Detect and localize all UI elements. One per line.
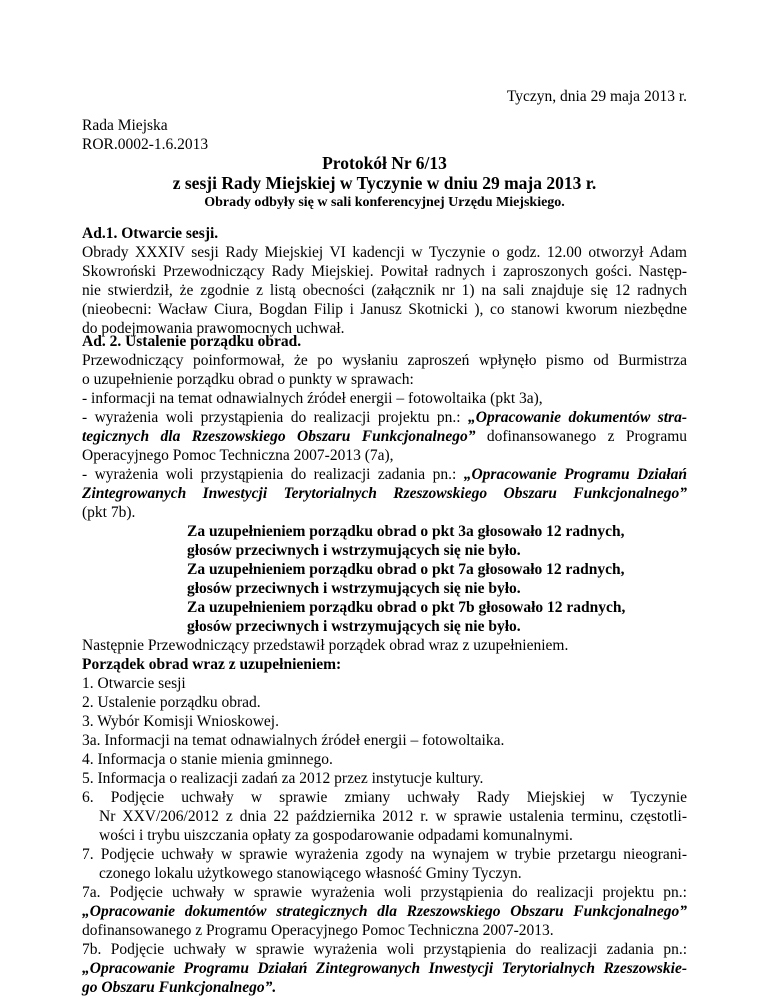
vote-line: Za uzupełnieniem porządku obrad o pkt 3a głosowało 12 radnych, [187,523,625,540]
list-item-continued [82,427,687,446]
paragraph-line: Przewodniczący poinformował, że po wysłaniu zaproszeń wpłynęło pismo od Burmistrza [82,352,687,369]
agenda-heading: Porządek obrad wraz z uzupełnieniem: [82,656,342,673]
document-subtitle: Obrady odbyły się w sali konferencyjnej Urzędu Miejskiego. [204,195,565,210]
vote-line: głosów przeciwnych i wstrzymujących się nie było. [187,618,521,635]
vote-results [82,522,687,636]
list-item [82,465,687,484]
document-title [82,153,687,193]
agenda-item-continued: go Obszaru Funkcjonalnego”. [82,979,277,996]
item-text: - wyrażenia woli przystąpienia do realizacji projektu pn.: [82,409,469,426]
project-name: „Opracowanie Programu Działań [463,466,688,483]
section-ad1 [82,224,687,338]
list-item-continued: (pkt 7b). [82,504,136,521]
agenda-list [82,674,687,997]
title-line-1: Protokół Nr 6/13 [322,153,447,173]
paragraph-line: do podejmowania prawomocnych uchwał. [82,320,345,337]
list-item: - informacji na temat odnawialnych źródeł energii – fotowoltaika (pkt 3a), [82,390,543,407]
agenda-item-continued: „Opracowanie dokumentów strategicznych dla Rzeszowskiego Obszaru Funkcjonalnego” [82,903,687,920]
paragraph-line: (nieobecni: Wacław Ciura, Bogdan Filip i Janusz Skotnicki ), co stanowi kworum niezbędne [82,301,687,318]
organization-name: Rada Miejska [82,117,168,134]
vote-line: Za uzupełnieniem porządku obrad o pkt 7a głosowało 12 radnych, [187,561,625,578]
agenda-item: 6. Podjęcie uchwały w sprawie zmiany uchwały Rady Miejskiej w Tyczynie [82,789,687,806]
document-date: Tyczyn, dnia 29 maja 2013 r. [506,88,687,105]
vote-line: głosów przeciwnych i wstrzymujących się nie było. [187,580,521,597]
reference-number: ROR.0002-1.6.2013 [82,136,209,153]
agenda-item: 3a. Informacji na temat odnawialnych źródeł energii – fotowoltaika. [82,732,505,749]
agenda-item: 2. Ustalenie porządku obrad. [82,694,261,711]
section-ad2 [82,332,687,997]
agenda-item-continued: dofinansowanego z Programu Operacyjnego Pomoc Techniczna 2007-2013. [82,922,554,939]
paragraph-line: Skowroński Przewodniczący Rady Miejskiej. Powitał radnych i zaproszonych gości. Następ- [82,263,687,280]
paragraph-line: Następnie Przewodniczący przedstawił porządek obrad wraz z uzupełnieniem. [82,637,569,654]
agenda-item-continued: „Opracowanie Programu Działań Zintegrowanych Inwestycji Terytorialnych Rzeszowskie- [82,960,687,977]
agenda-item: 7b. Podjęcie uchwały w sprawie wyrażenia woli przystąpienia do realizacji zadania pn.: [82,941,687,958]
agenda-item: 4. Informacja o stanie mienia gminnego. [82,751,333,768]
paragraph-line: nie stwierdził, że zgodnie z listą obecności (załącznik nr 1) na sali znajduje się 12 radnych [82,282,687,299]
section-heading: Ad.1. Otwarcie sesji. [82,225,219,242]
project-name: tegicznych dla Rzeszowskiego Obszaru Funkcjonalnego” [82,428,476,445]
title-line-2: z sesji Rady Miejskiej w Tyczynie w dniu 29 maja 2013 r. [172,173,597,193]
list-item-continued: Zintegrowanych Inwestycji Terytorialnych Rzeszowskiego Obszaru Funkcjonalnego” [82,485,687,502]
agenda-item: 3. Wybór Komisji Wnioskowej. [82,713,279,730]
item-text: - wyrażenia woli przystąpienia do realizacji zadania pn.: [82,466,464,483]
agenda-item: 7. Podjęcie uchwały w sprawie wyrażenia zgody na wynajem w trybie przetargu nieograni- [82,846,687,863]
agenda-item-continued: Nr XXV/206/2012 z dnia 22 października 2012 r. w sprawie ustalenia terminu, częstotli- [99,808,687,825]
agenda-item: 1. Otwarcie sesji [82,675,186,692]
item-text: dofinansowanego z Programu [475,428,688,445]
agenda-item-continued: czonego lokalu użytkowego stanowiącego własność Gminy Tyczyn. [99,865,522,882]
vote-line: Za uzupełnieniem porządku obrad o pkt 7b głosowało 12 radnych, [187,599,626,616]
list-item-continued: Operacyjnego Pomoc Techniczna 2007-2013 (7a), [82,447,394,464]
paragraph-line: o uzupełnienie porządku obrad o punkty w sprawach: [82,371,414,388]
document-header [82,116,208,154]
document-page [82,0,687,994]
section-heading: Ad. 2. Ustalenie porządku obrad. [82,333,302,350]
agenda-item-continued: wości i trybu uiszczania opłaty za gospodarowanie odpadami komunalnymi. [99,827,573,844]
project-name: „Opracowanie dokumentów stra- [468,409,687,426]
list-item [82,408,687,427]
vote-line: głosów przeciwnych i wstrzymujących się nie było. [187,542,521,559]
agenda-item: 7a. Podjęcie uchwały w sprawie wyrażenia woli przystąpienia do realizacji projektu pn.: [82,884,687,901]
paragraph-line: Obrady XXXIV sesji Rady Miejskiej VI kadencji w Tyczynie o godz. 12.00 otworzył Adam [82,244,687,261]
agenda-item: 5. Informacja o realizacji zadań za 2012 przez instytucje kultury. [82,770,484,787]
